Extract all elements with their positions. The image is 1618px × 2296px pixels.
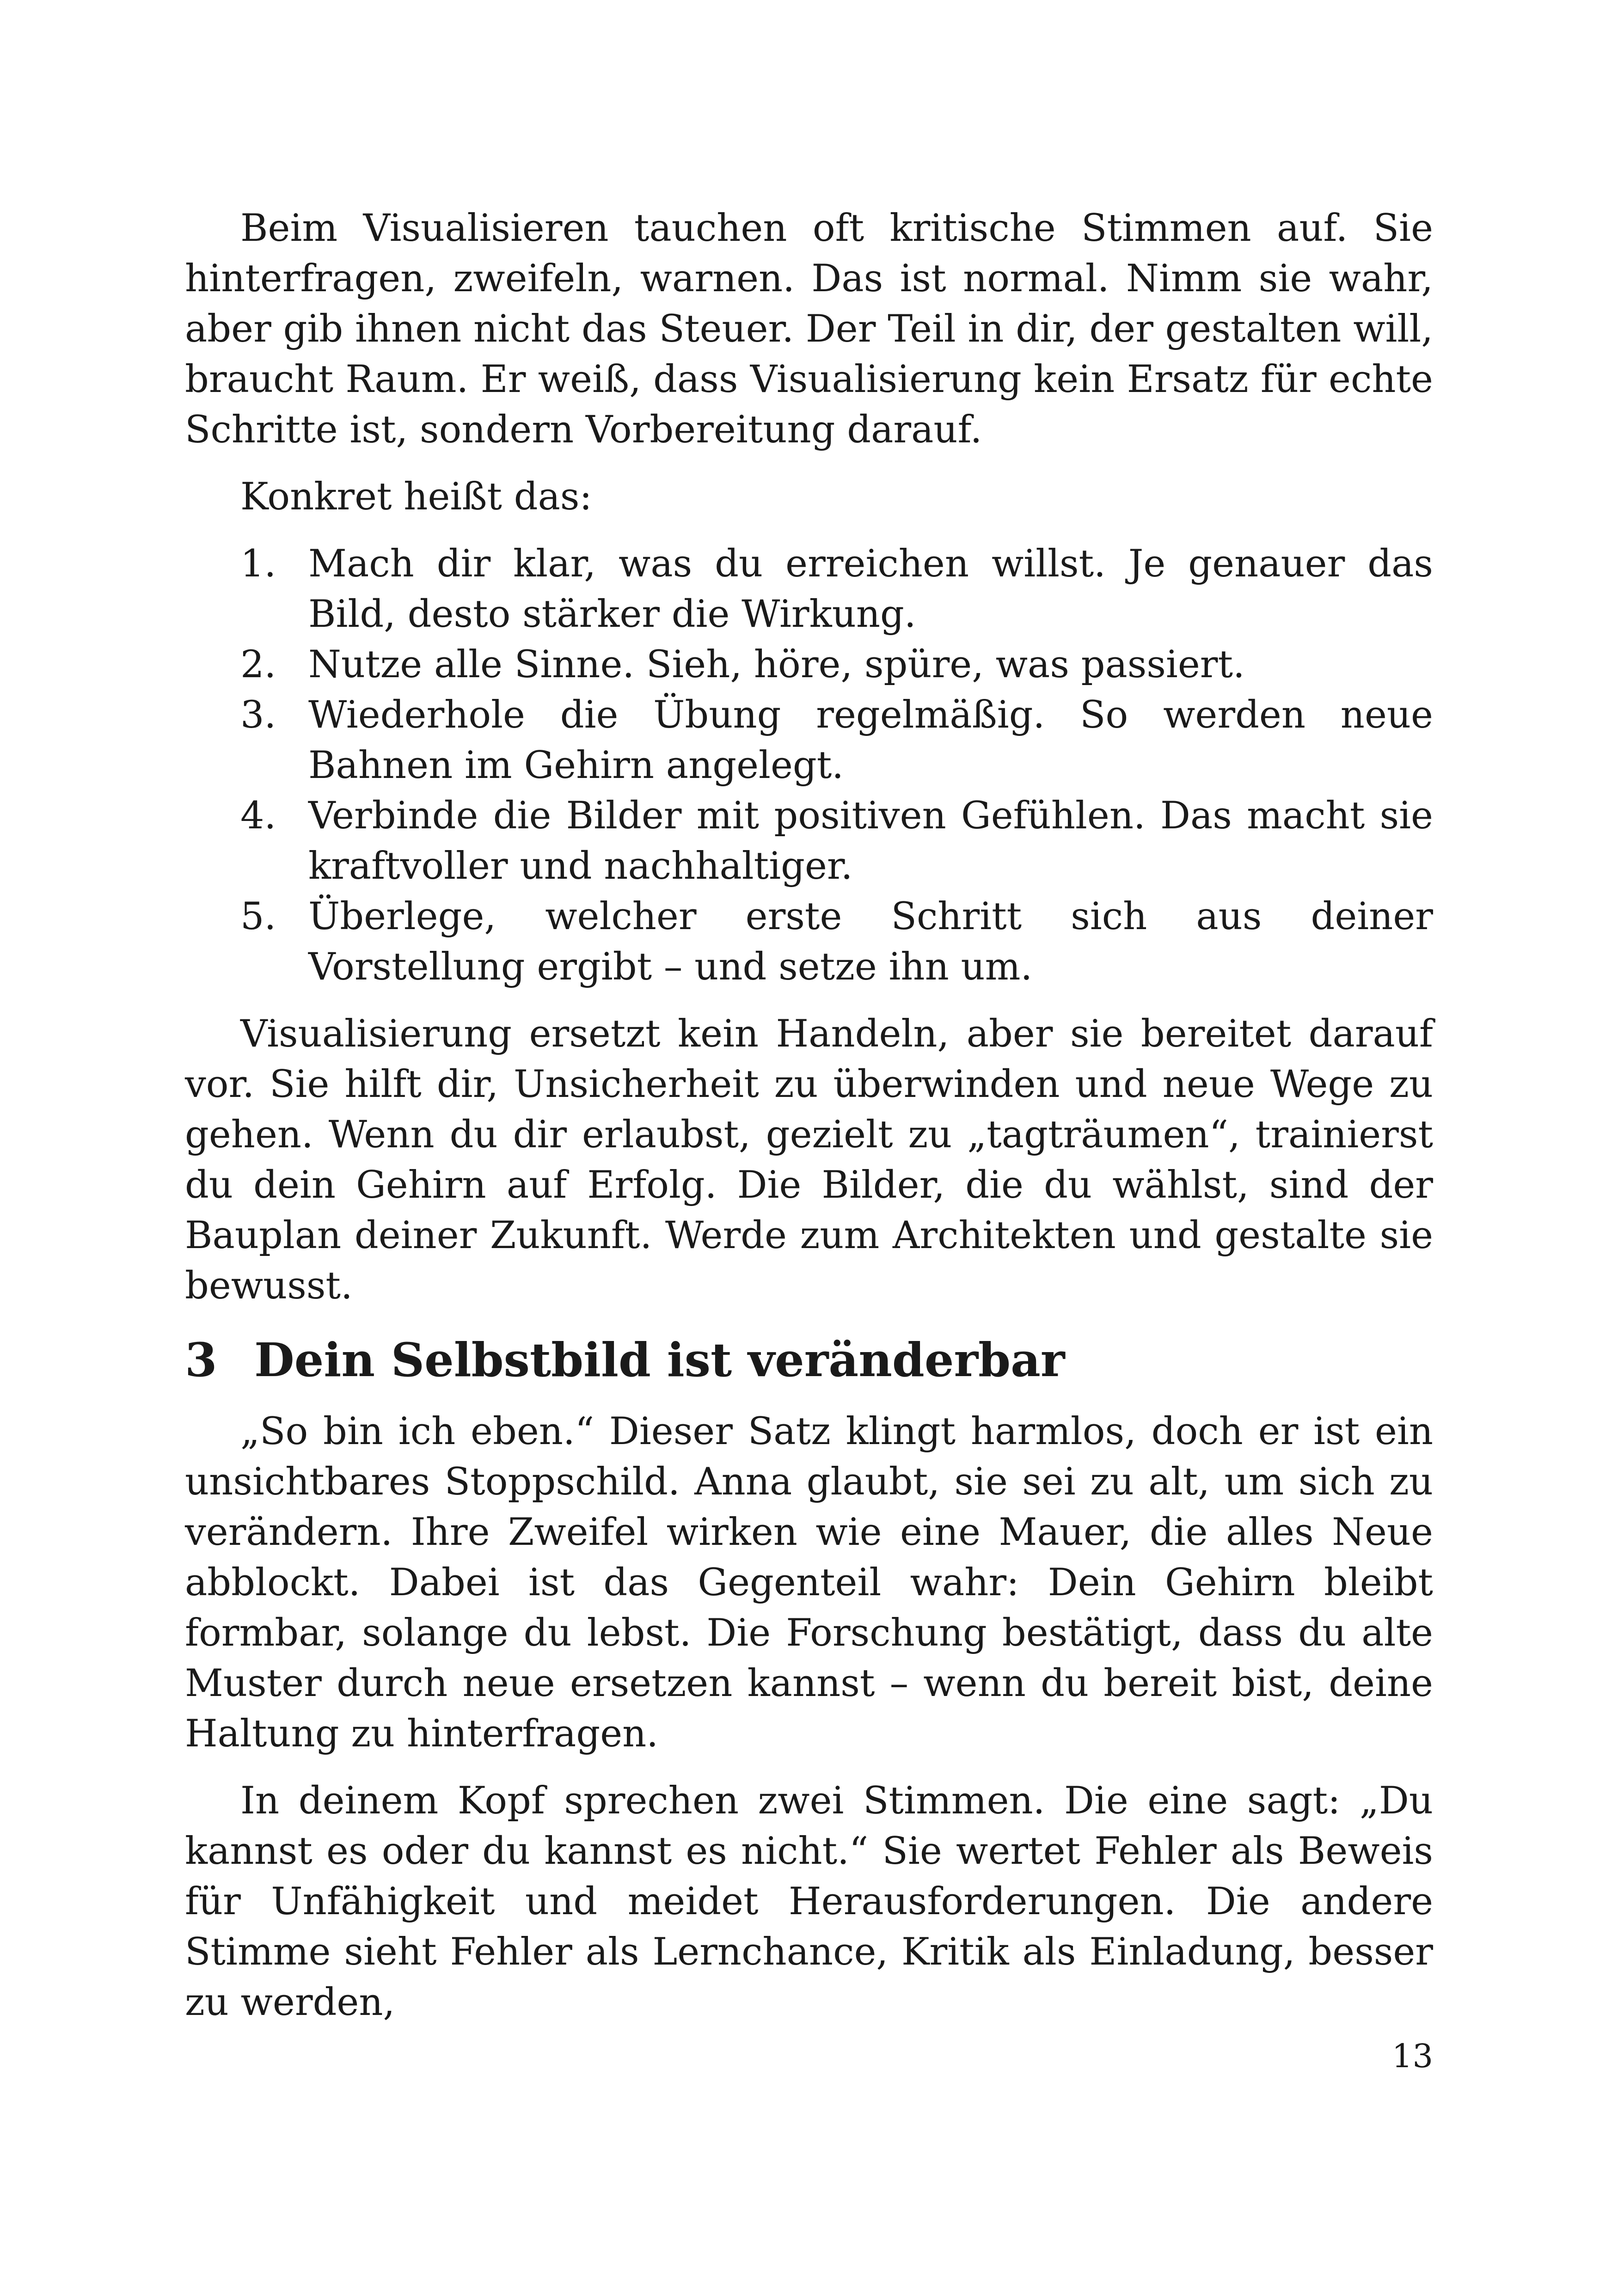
book-page	[185, 203, 1433, 2028]
list-item	[185, 539, 1433, 640]
list-item	[185, 892, 1433, 992]
list-item-number: 5.	[240, 895, 276, 938]
list-item	[185, 640, 1433, 690]
section-heading	[185, 1330, 1433, 1390]
section-title: Dein Selbstbild ist veränderbar	[254, 1333, 1065, 1387]
section-number: 3	[185, 1333, 217, 1387]
list-item-text: Wiederhole die Übung regelmäßig. So werden neue Bahnen im Gehirn angelegt.	[308, 693, 1433, 787]
list-item-text: Nutze alle Sinne. Sieh, höre, spüre, was passiert.	[308, 643, 1245, 686]
list-item-text: Überlege, welcher erste Schritt sich aus deiner Vorstellung ergibt – und setze ihn um.	[308, 895, 1433, 989]
paragraph-concretely: Konkret heißt das:	[240, 475, 592, 519]
list-item	[185, 791, 1433, 892]
list-item-text: Verbinde die Bilder mit positiven Gefühlen. Das macht sie kraftvoller und nachhaltiger.	[308, 794, 1433, 888]
list-item-number: 4.	[240, 794, 276, 838]
list-item-number: 1.	[240, 542, 276, 586]
list-item-number: 3.	[240, 693, 276, 737]
page-number: 13	[1391, 2037, 1433, 2075]
steps-list	[185, 539, 1433, 992]
paragraph-self-image: „So bin ich eben.“ Dieser Satz klingt harmlos, doch er ist ein unsichtbares Stoppschild. Anna glaubt, sie sei zu alt, um sich zu verändern. Ihre Zweifel wirken wie eine Mauer, die alles Neue abblockt. Dabei ist das Gegenteil wahr: Dein Gehirn bleibt formbar, solange du lebst. Die Forschung bestätigt, dass du alte Muster durch neue ersetzen kannst – wenn du bereit bist, deine Haltung zu hinterfragen.	[185, 1410, 1433, 1756]
paragraph-visualization-voices: Beim Visualisieren tauchen oft kritische Stimmen auf. Sie hinterfragen, zweifeln, warnen. Das ist normal. Nimm sie wahr, aber gib ihnen nicht das Steuer. Der Teil in dir, der gestalten will, braucht Raum. Er weiß, dass Visualisierung kein Ersatz für echte Schritte ist, sondern Vorbereitung darauf.	[185, 207, 1433, 452]
paragraph-two-voices: In deinem Kopf sprechen zwei Stimmen. Die eine sagt: „Du kannst es oder du kannst es nicht.“ Sie wertet Fehler als Beweis für Unfähigkeit und meidet Herausforderungen. Die andere Stimme sieht Fehler als Lernchance, Kritik als Einladung, besser zu werden,	[185, 1779, 1433, 2024]
paragraph-visualization-summary: Visualisierung ersetzt kein Handeln, aber sie bereitet darauf vor. Sie hilft dir, Unsicherheit zu überwinden und neue Wege zu gehen. Wenn du dir erlaubst, gezielt zu „tagträumen“, trainierst du dein Gehirn auf Erfolg. Die Bilder, die du wählst, sind der Bauplan deiner Zukunft. Werde zum Architekten und gestalte sie bewusst.	[185, 1012, 1433, 1308]
list-item-number: 2.	[240, 643, 276, 686]
list-item-text: Mach dir klar, was du erreichen willst. Je genauer das Bild, desto stärker die Wirkung.	[308, 542, 1433, 636]
list-item	[185, 690, 1433, 791]
